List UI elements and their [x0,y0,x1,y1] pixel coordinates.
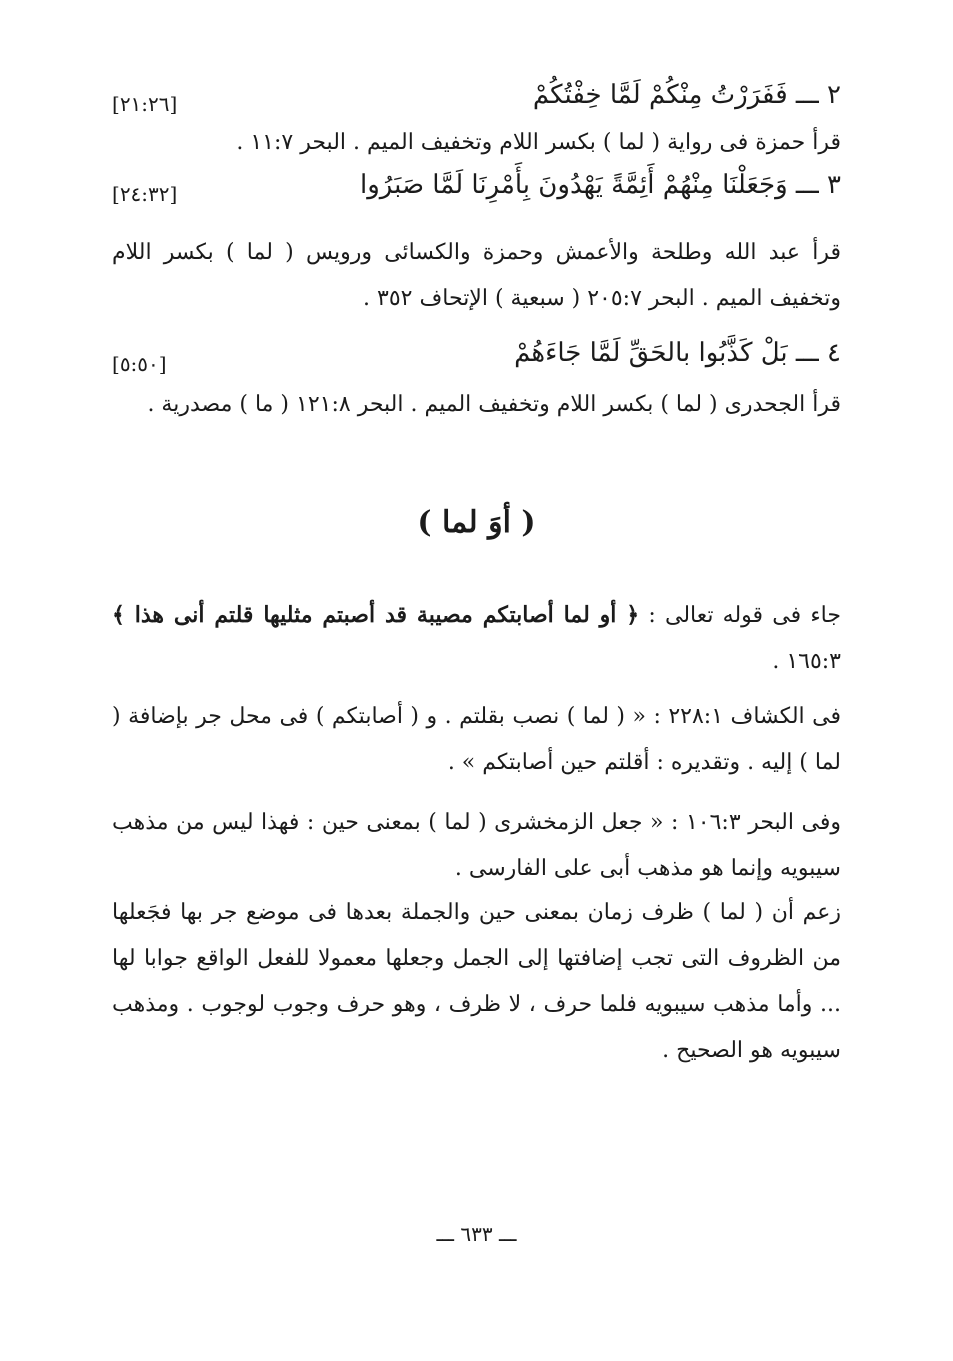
note-3: قرأ عبد الله وطلحة والأعمش وحمزة والكسائى ورويس ( لما ) بكسر اللام وتخفيف الميم . البحر ٢٠٥:٧ ( سبعية ) الإتحاف ٣٥٢ . [112,240,841,311]
intro-paragraph [112,592,841,685]
page-number: ـــ ٦٣٣ ـــ [436,1222,517,1246]
quran-quote: ﴿ أو لما أصابتكم مصيبة قد أصبتم مثليها قلتم أنى هذا ﴾ [112,602,640,628]
verse-ref-2: [٢١:٢٦] [112,92,178,116]
verse-ref-3: [٢٤:٣٢] [112,182,178,206]
verse-4: ٤ ـــ بَلْ كَذَّبُوا بالحَقِّ لَمَّا جَاءَهُمْ [514,338,841,368]
note-4: قرأ الجحدرى ( لما ) بكسر اللام وتخفيف الميم . البحر ١٢١:٨ ( ما ) مصدرية . [147,392,841,417]
verse-ref-4: [٥:٥٠] [112,352,167,376]
explanation-paragraph: زعم أن ( لما ) ظرف زمان بمعنى حين والجملة بعدها فى موضع جر بها فجَعلها من الظروف التى تجب إضافتها إلى الجمل وجعلها معمولا للفعل الواقع جوابا لها ... وأما مذهب سيبويه فلما حرف ، لا ظرف ، وهو حرف وجوب لوجوب . ومذهب سيبويه هو الصحيح . [112,900,841,1063]
kashshaf-paragraph: فى الكشاف ٢٢٨:١ : « ( لما ) نصب بقلتم . و ( أصابتكم ) فى محل جر بإضافة ( لما ) إليه . وتقديره : أقلتم حين أصابتكم » . [112,704,841,775]
verse-2: ٢ ـــ فَفَرَرْتُ مِنْكُمْ لَمَّا خِفْتُكُمْ [532,80,841,110]
intro-lead: جاء فى قوله تعالى : [639,603,841,628]
bahr-paragraph: وفى البحر ١٠٦:٣ : « جعل الزمخشرى ( لما ) بمعنى حين : فهذا ليس من مذهب سيبويه وإنما هو مذهب أبى على الفارسى . [112,810,842,881]
section-heading: ( أوَ لما ) [417,505,536,540]
note-2: قرأ حمزة فى رواية ( لما ) بكسر اللام وتخفيف الميم . البحر ١١:٧ . [236,130,841,155]
intro-tail: ١٦٥:٣ . [772,649,841,674]
verse-3: ٣ ـــ وَجَعَلْنَا مِنْهُمْ أَئِمَّةً يَهْدُونَ بِأَمْرِنَا لَمَّا صَبَرُوا [359,170,841,200]
